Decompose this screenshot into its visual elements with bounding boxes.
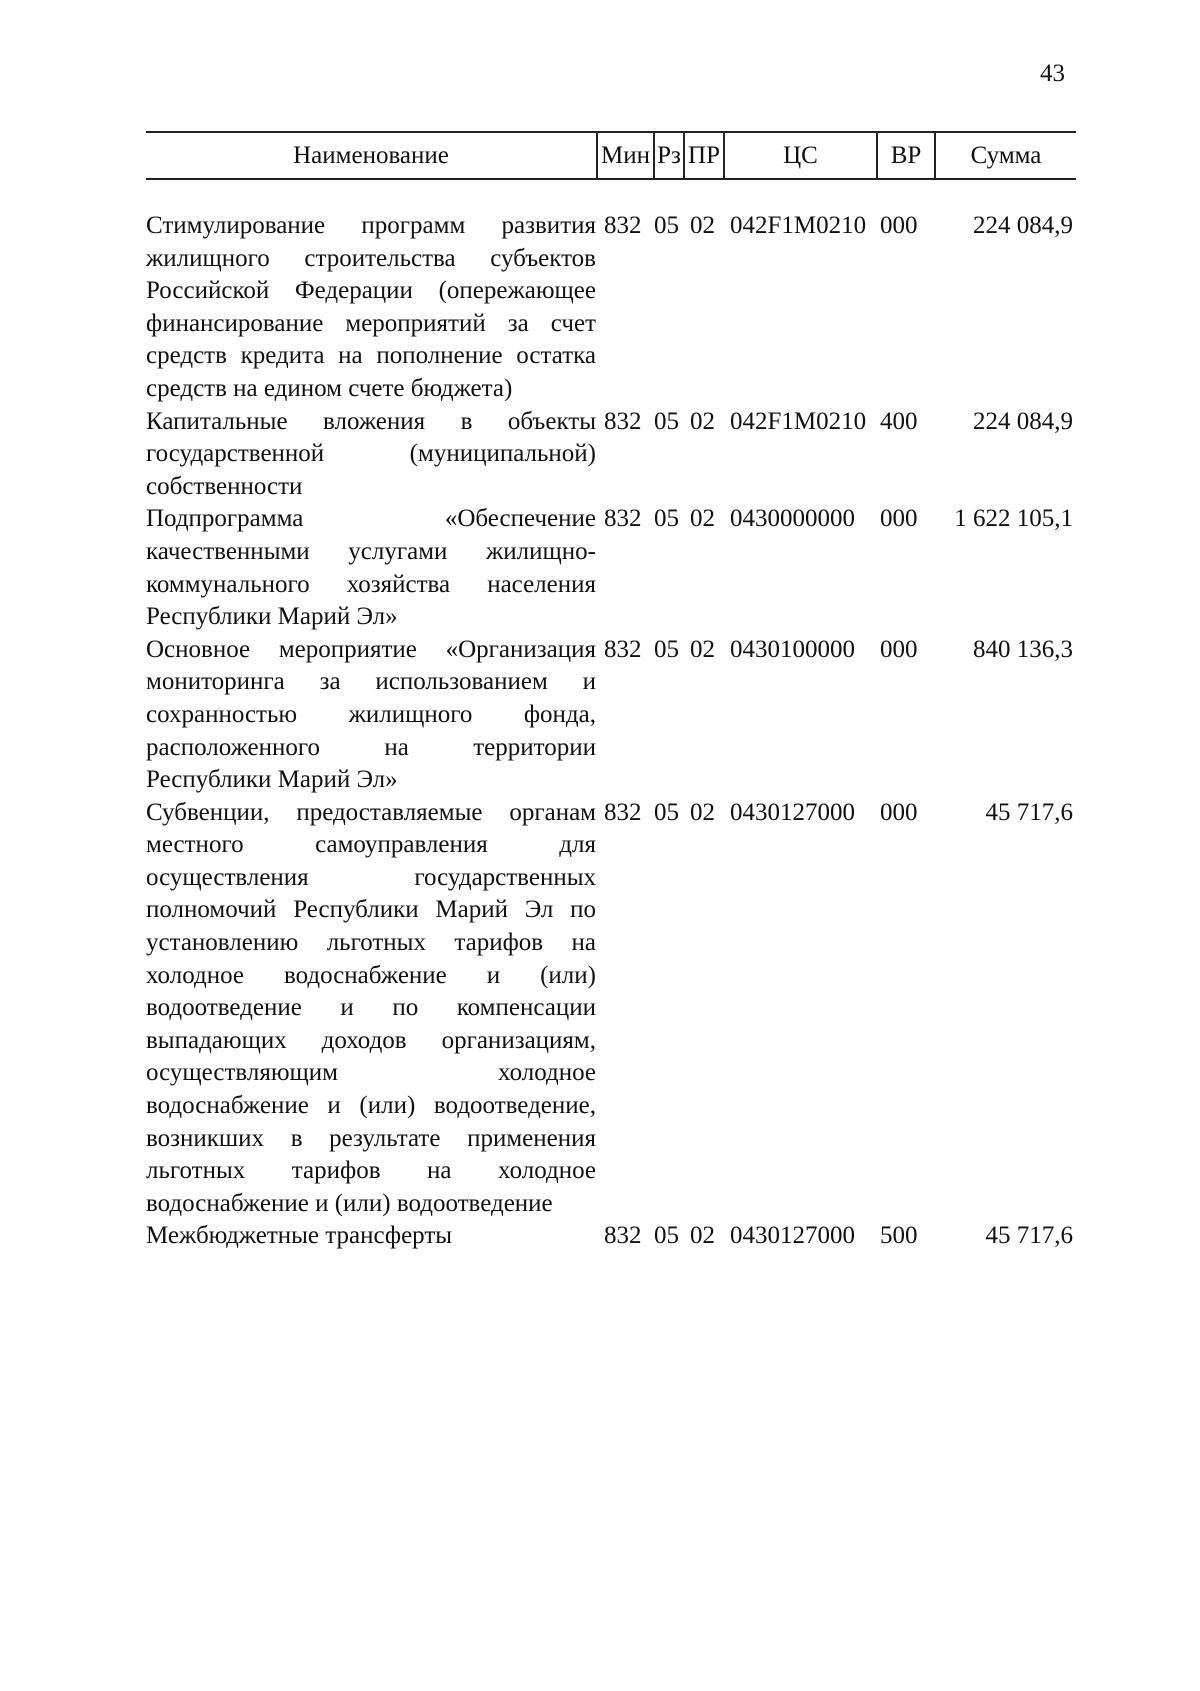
row-sum: 45 717,6 <box>985 798 1073 826</box>
row-cs: 042F1M0210 <box>730 212 867 239</box>
header-sum: Сумма <box>934 133 1076 178</box>
row-cs: 0430127000 <box>730 798 855 826</box>
header-rz: Рз <box>653 133 683 178</box>
header-pr: ПР <box>683 133 723 178</box>
table-row <box>146 210 1076 406</box>
row-min: 832 <box>604 212 642 239</box>
row-sum: 45 717,6 <box>985 1222 1073 1250</box>
row-vr: 000 <box>880 635 918 663</box>
row-vr: 400 <box>880 407 918 435</box>
row-vr: 000 <box>880 212 918 239</box>
row-cs: 0430100000 <box>730 635 855 663</box>
row-sum: 224 084,9 <box>973 407 1073 435</box>
table-row <box>146 503 1076 633</box>
row-pr: 02 <box>690 212 715 239</box>
row-min: 832 <box>604 505 642 533</box>
row-name: Подпрограмма «Обеспечение качественными услугами жилищно-коммунального хозяйства населения Республики Марий Эл» <box>146 505 596 631</box>
row-cs: 0430127000 <box>730 1222 855 1250</box>
budget-table <box>146 131 1076 1253</box>
page-number: 43 <box>1040 60 1065 87</box>
row-min: 832 <box>604 407 642 435</box>
table-body <box>146 210 1076 1253</box>
row-min: 832 <box>604 1222 642 1250</box>
row-pr: 02 <box>690 407 715 435</box>
row-name: Межбюджетные трансферты <box>146 1222 453 1250</box>
table-header <box>146 131 1076 180</box>
header-vr: ВР <box>876 133 934 178</box>
row-rz: 05 <box>654 212 679 239</box>
row-vr: 000 <box>880 505 918 533</box>
row-vr: 000 <box>880 798 918 826</box>
row-rz: 05 <box>654 407 679 435</box>
row-cs: 042F1M0210 <box>730 407 867 435</box>
header-name: Наименование <box>293 141 449 169</box>
row-pr: 02 <box>690 1222 715 1250</box>
row-pr: 02 <box>690 505 715 533</box>
row-name: Стимулирование программ развития жилищного строительства субъектов Российской Федерации (опережающее финансирование мероприятий за счет средств кредита на пополнение остатка средств на едином счете бюджета) <box>146 212 596 402</box>
row-sum: 224 084,9 <box>973 212 1073 239</box>
row-vr: 500 <box>880 1222 918 1250</box>
row-pr: 02 <box>690 798 715 826</box>
row-sum: 1 622 105,1 <box>954 505 1073 533</box>
row-name: Основное мероприятие «Организация мониторинга за использованием и сохранностью жилищного фонда, расположенного на территории Республики Марий Эл» <box>146 635 596 794</box>
table-row <box>146 634 1076 797</box>
row-min: 832 <box>604 798 642 826</box>
row-name: Капитальные вложения в объекты государственной (муниципальной) собственности <box>146 407 596 500</box>
header-min: Мин <box>596 133 653 178</box>
row-rz: 05 <box>654 798 679 826</box>
row-cs: 0430000000 <box>730 505 855 533</box>
row-rz: 05 <box>654 635 679 663</box>
row-rz: 05 <box>654 505 679 533</box>
row-sum: 840 136,3 <box>973 635 1073 663</box>
row-name: Субвенции, предоставляемые органам местного самоуправления для осуществления государственных полномочий Республики Марий Эл по установлению льготных тарифов на холодное водоснабжение и (или) водоотведение и по компенсации выпадающих доходов организациям, осуществляющим холодное водоснабжение и (или) водоотведение, возникших в результате применения льготных тарифов на холодное водоснабжение и (или) водоотведение <box>146 798 596 1217</box>
table-row <box>146 406 1076 504</box>
row-rz: 05 <box>654 1222 679 1250</box>
row-min: 832 <box>604 635 642 663</box>
header-cs: ЦС <box>723 133 876 178</box>
table-row <box>146 1220 1076 1253</box>
table-row <box>146 797 1076 1221</box>
row-pr: 02 <box>690 635 715 663</box>
